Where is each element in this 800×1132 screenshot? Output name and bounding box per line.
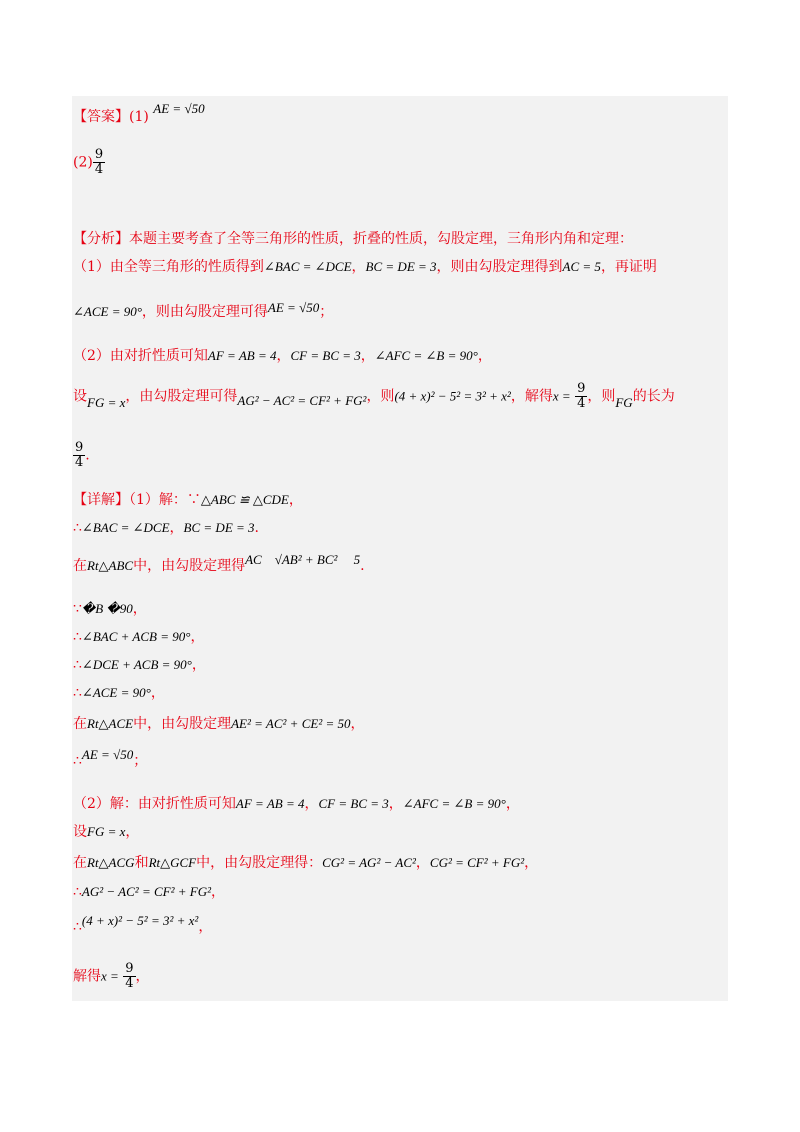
analysis-step1-line-2: ∠ACE = 90°，则由勾股定理可得AE = √50； <box>73 300 334 320</box>
analysis-step4-line: $\frac{9}{4}$ . <box>75 440 90 470</box>
formula: ∠AFC = ∠B = 90° <box>402 796 506 811</box>
detail-line-4: ∵�B �90， <box>73 601 147 617</box>
formula: Rt△ACE <box>87 716 134 731</box>
formula: CF = BC = 3 <box>318 796 389 811</box>
formula: FG = x <box>87 824 126 839</box>
detail-line-3: 在Rt△ABC中，由勾股定理得AC √AB² + BC² 5. <box>73 552 365 574</box>
answer-part1-label: (1) <box>129 109 149 125</box>
formula: AG² − AC² = CF² + FG² <box>237 392 367 408</box>
formula: (4 + x)² − 5² = 3² + x² <box>81 913 199 928</box>
formula: AE² = AC² + CE² = 50 <box>231 716 351 731</box>
formula: ∠BAC = ∠DCE <box>263 259 352 274</box>
formula: ∠ACE = 90° <box>81 685 151 700</box>
formula: (4 + x)² − 5² = 3² + x² <box>394 388 511 404</box>
formula: AF = AB = 4 <box>207 348 277 363</box>
formula: Rt△GCF <box>148 855 197 870</box>
formula: FG <box>615 394 633 410</box>
answer-heading: 【答案】 <box>73 109 129 125</box>
analysis-intro: 本题主要考查了全等三角形的性质，折叠的性质，勾股定理，三角形内角和定理： <box>129 231 633 247</box>
formula: �B �90 <box>81 601 133 616</box>
formula: Rt△ABC <box>87 558 134 573</box>
answer-line-2 <box>73 148 105 177</box>
detail-line-6: ∴∠DCE + ACB = 90°， <box>73 657 206 673</box>
formula: AC √AB² + BC² 5 <box>245 552 361 567</box>
detail-part2-line-1: （2）解：由对折性质可知AF = AB = 4，CF = BC = 3，∠AFC = ∠B = 90°， <box>73 796 520 812</box>
detail-part2-line-6: 解得x = $\frac{9}{4}$ ， <box>73 961 150 991</box>
detail-part2-line-4: ∴AG² − AC² = CF² + FG²， <box>73 884 225 900</box>
formula: CG² = CF² + FG² <box>429 855 525 870</box>
formula: CF = BC = 3 <box>290 348 361 363</box>
analysis-step2-line: （2）由对折性质可知AF = AB = 4，CF = BC = 3，∠AFC = ∠B = 90°， <box>73 348 492 364</box>
detail-line-1: 【详解】（1）解：∵△ABC ≌ △CDE， <box>73 492 303 508</box>
detail-line-9: ∴AE = √50； <box>73 747 148 769</box>
detail-line-7: ∴∠ACE = 90°， <box>73 685 165 701</box>
answer-part2-fraction: $\frac{9}{4}$ <box>94 147 104 177</box>
formula: AE = √50 <box>267 300 320 315</box>
formula: ∠BAC + ACB = 90° <box>81 629 191 644</box>
detail-line-5: ∴∠BAC + ACB = 90°， <box>73 629 205 645</box>
detail-part2-line-3: 在Rt△ACG和Rt△GCF中，由勾股定理得：CG² = AG² − AC²，CG² = CF² + FG²， <box>73 855 539 871</box>
fraction: $\frac{9}{4}$ <box>75 440 84 470</box>
detail-part2-line-5: ∴(4 + x)² − 5² = 3² + x²， <box>73 913 213 935</box>
detail-line-8: 在Rt△ACE中，由勾股定理AE² = AC² + CE² = 50， <box>73 716 365 732</box>
formula: BC = DE = 3 <box>183 520 255 535</box>
detail-line-2: ∴∠BAC = ∠DCE，BC = DE = 3. <box>73 520 259 536</box>
fraction: $\frac{9}{4}$ <box>577 381 586 411</box>
answer-part2-label: (2) <box>73 154 93 171</box>
detail-part2-line-2: 设FG = x， <box>73 824 140 840</box>
formula: BC = DE = 3 <box>365 259 437 274</box>
formula: AF = AB = 4 <box>235 796 305 811</box>
formula: ∠AFC = ∠B = 90° <box>374 348 478 363</box>
detail-heading: 【详解】 <box>73 492 129 508</box>
formula: AC = 5 <box>562 259 601 274</box>
analysis-heading-line <box>73 229 633 249</box>
fraction: $\frac{9}{4}$ <box>125 961 134 991</box>
formula: ∠DCE + ACB = 90° <box>81 657 192 672</box>
analysis-step1-line: （1）由全等三角形的性质得到∠BAC = ∠DCE，BC = DE = 3，则由勾股定理得到AC = 5，再证明 <box>73 259 657 275</box>
answer-part1-formula: AE = √50 <box>153 101 205 116</box>
formula: AE = √50 <box>81 747 134 762</box>
formula: Rt△ACG <box>87 855 135 870</box>
formula: CG² = AG² − AC² <box>322 855 416 870</box>
analysis-heading: 【分析】 <box>73 231 129 247</box>
formula: FG = x <box>87 394 126 410</box>
analysis-step3-line: 设FG = x，由勾股定理可得AG² − AC² = CF² + FG²，则(4 + x)² − 5² = 3² + x²，解得x = $\frac{9}{4}$ ，则FG的长为 <box>73 381 675 411</box>
formula: △ABC ≌ △CDE <box>200 492 289 507</box>
answer-line-1 <box>73 101 205 127</box>
formula: AG² − AC² = CF² + FG² <box>81 884 211 899</box>
formula: ∠ACE = 90° <box>73 304 142 319</box>
formula: ∠BAC = ∠DCE <box>81 520 170 535</box>
